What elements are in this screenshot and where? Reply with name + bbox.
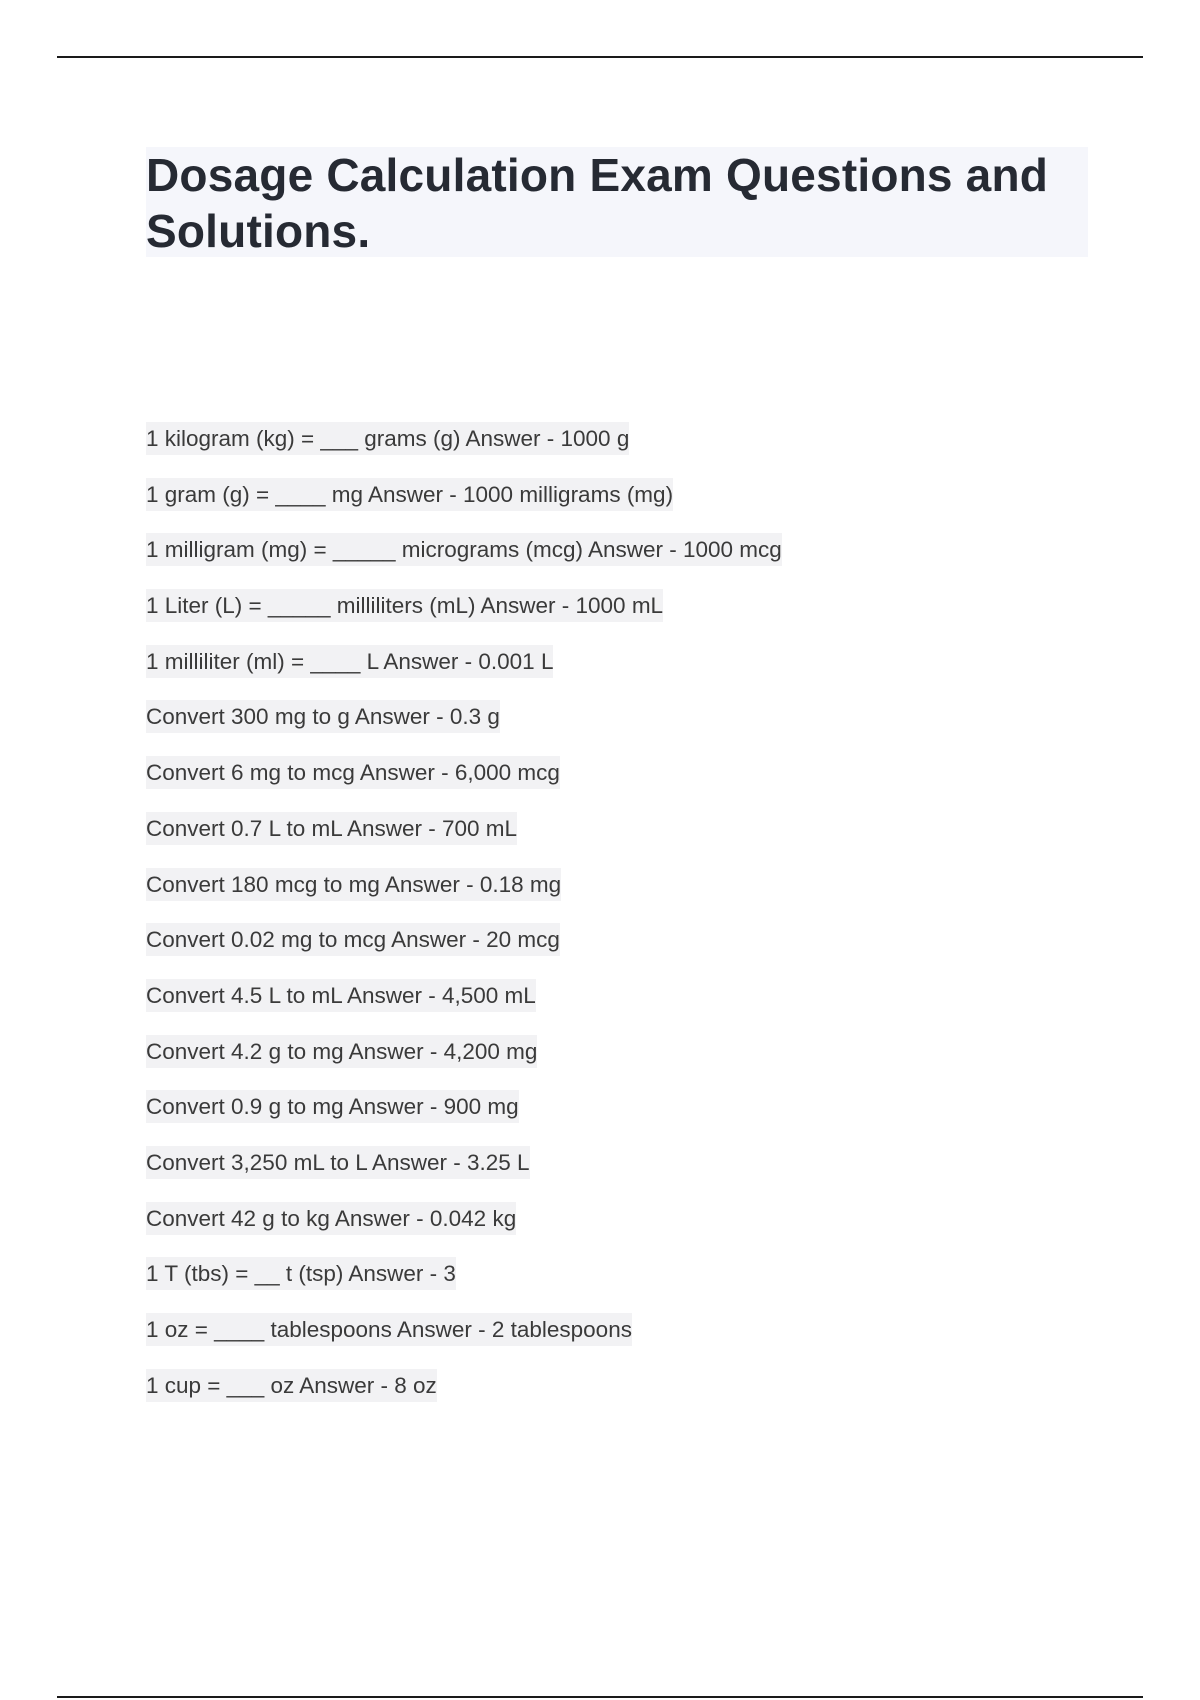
question-text: Convert 300 mg to g Answer - 0.3 g (146, 700, 500, 733)
list-item (146, 589, 782, 645)
question-text: Convert 0.9 g to mg Answer - 900 mg (146, 1090, 519, 1123)
title-block (146, 147, 1088, 257)
question-list (146, 422, 782, 1424)
question-text: 1 Liter (L) = _____ milliliters (mL) Answer - 1000 mL (146, 589, 663, 622)
top-divider (57, 56, 1143, 58)
page-title: Dosage Calculation Exam Questions and Solutions. (146, 149, 1049, 257)
question-text: Convert 3,250 mL to L Answer - 3.25 L (146, 1146, 530, 1179)
question-text: Convert 0.02 mg to mcg Answer - 20 mcg (146, 923, 560, 956)
question-text: 1 milliliter (ml) = ____ L Answer - 0.001 L (146, 645, 553, 678)
question-text: 1 T (tbs) = __ t (tsp) Answer - 3 (146, 1257, 456, 1290)
list-item (146, 700, 782, 756)
question-text: 1 kilogram (kg) = ___ grams (g) Answer - 1000 g (146, 422, 629, 455)
list-item (146, 923, 782, 979)
list-item (146, 645, 782, 701)
list-item (146, 1090, 782, 1146)
question-text: Convert 4.2 g to mg Answer - 4,200 mg (146, 1035, 537, 1068)
question-text: 1 cup = ___ oz Answer - 8 oz (146, 1369, 437, 1402)
list-item (146, 756, 782, 812)
list-item (146, 1035, 782, 1091)
question-text: Convert 42 g to kg Answer - 0.042 kg (146, 1202, 516, 1235)
question-text: 1 milligram (mg) = _____ micrograms (mcg) Answer - 1000 mcg (146, 533, 782, 566)
question-text: Convert 0.7 L to mL Answer - 700 mL (146, 812, 517, 845)
list-item (146, 979, 782, 1035)
bottom-divider (57, 1696, 1143, 1698)
list-item (146, 1313, 782, 1369)
list-item (146, 868, 782, 924)
list-item (146, 478, 782, 534)
list-item (146, 1369, 782, 1425)
list-item (146, 1257, 782, 1313)
list-item (146, 533, 782, 589)
question-text: 1 oz = ____ tablespoons Answer - 2 tablespoons (146, 1313, 632, 1346)
question-text: 1 gram (g) = ____ mg Answer - 1000 milligrams (mg) (146, 478, 673, 511)
question-text: Convert 4.5 L to mL Answer - 4,500 mL (146, 979, 536, 1012)
list-item (146, 422, 782, 478)
list-item (146, 812, 782, 868)
list-item (146, 1202, 782, 1258)
list-item (146, 1146, 782, 1202)
question-text: Convert 6 mg to mcg Answer - 6,000 mcg (146, 756, 560, 789)
question-text: Convert 180 mcg to mg Answer - 0.18 mg (146, 868, 561, 901)
